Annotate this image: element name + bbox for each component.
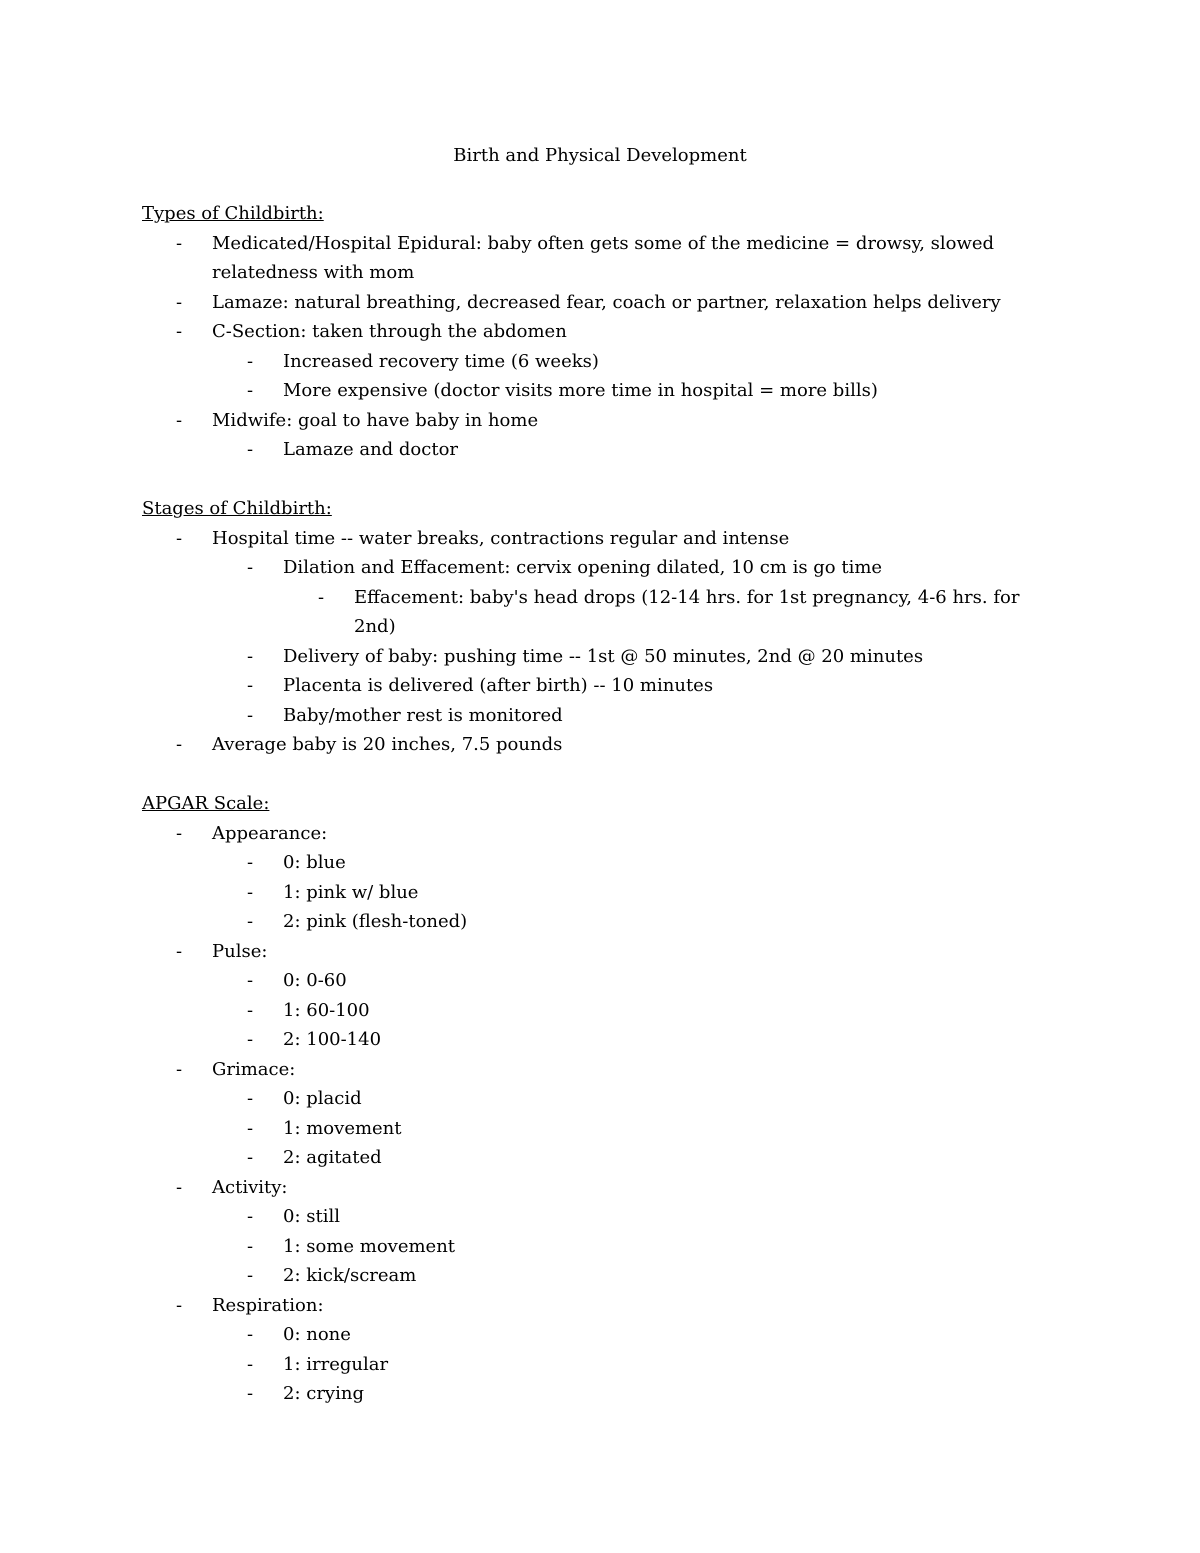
bullet-dash: - xyxy=(247,675,254,696)
list-item-text: Pulse: xyxy=(212,940,268,962)
bullet-dash: - xyxy=(247,1383,254,1404)
list-item-text: 2: 100-140 xyxy=(283,1029,382,1050)
list-item xyxy=(142,907,1042,937)
list-item xyxy=(142,376,1042,406)
list-item xyxy=(142,435,1042,465)
bullet-dash: - xyxy=(176,291,183,313)
list-item-text: Placenta is delivered (after birth) -- 10 minutes xyxy=(283,675,714,696)
list-item xyxy=(142,1114,1042,1144)
list-item xyxy=(142,1350,1042,1380)
bullet-dash: - xyxy=(247,1147,254,1168)
list-item xyxy=(142,1291,1042,1321)
bullet-dash: - xyxy=(247,970,254,991)
bullet-dash: - xyxy=(247,350,254,372)
bullet-dash: - xyxy=(176,527,183,549)
list-item-text: Activity: xyxy=(212,1176,288,1198)
list-item xyxy=(142,819,1042,849)
section-heading: APGAR Scale: xyxy=(142,793,270,814)
bullet-dash: - xyxy=(247,881,254,903)
list-item-text: Lamaze and doctor xyxy=(283,439,459,460)
list-item xyxy=(142,1143,1042,1173)
bullet-dash: - xyxy=(176,940,183,962)
list-item-text: 2: kick/scream xyxy=(283,1265,417,1286)
bullet-dash: - xyxy=(247,439,254,460)
bullet-dash: - xyxy=(247,1265,254,1286)
list-item xyxy=(142,288,1042,318)
bullet-dash: - xyxy=(247,645,254,667)
list-item xyxy=(142,642,1042,672)
list-item xyxy=(142,583,1042,642)
section-heading: Stages of Childbirth: xyxy=(142,498,332,519)
bullet-dash: - xyxy=(247,1235,254,1257)
list-item xyxy=(142,1055,1042,1085)
list-item-text: 0: still xyxy=(283,1206,340,1227)
section-heading: Types of Childbirth: xyxy=(142,203,324,224)
list-item xyxy=(142,1084,1042,1114)
list-item xyxy=(142,347,1042,377)
bullet-dash: - xyxy=(247,380,254,401)
list-item-text: Grimace: xyxy=(212,1058,296,1080)
list-item-text: 1: 60-100 xyxy=(283,999,370,1021)
bullet-dash: - xyxy=(247,1353,254,1375)
bullet-dash: - xyxy=(247,1117,254,1139)
section-apgar-scale xyxy=(142,789,1042,1409)
list-item xyxy=(142,1202,1042,1232)
section-stages-of-childbirth xyxy=(142,494,1042,760)
list-item xyxy=(142,1232,1042,1262)
list-item xyxy=(142,1025,1042,1055)
list-item-text: 1: movement xyxy=(283,1117,402,1139)
list-item-text: 2: agitated xyxy=(283,1147,382,1168)
list-item-text: 0: placid xyxy=(283,1088,362,1109)
list-item-text: 0: none xyxy=(283,1324,351,1345)
list-item-text: 2: crying xyxy=(283,1383,364,1404)
list-item-text: 1: some movement xyxy=(283,1235,456,1257)
bullet-dash: - xyxy=(176,1294,183,1316)
bullet-dash: - xyxy=(247,852,254,873)
bullet-dash: - xyxy=(176,1058,183,1080)
bullet-dash: - xyxy=(318,586,325,608)
list-item xyxy=(142,524,1042,554)
list-item xyxy=(142,1261,1042,1291)
list-item-text: Average baby is 20 inches, 7.5 pounds xyxy=(212,734,563,755)
list-item-text: 0: blue xyxy=(283,852,346,873)
list-item-text: Midwife: goal to have baby in home xyxy=(212,409,539,431)
list-item xyxy=(142,317,1042,347)
list-item-text: Dilation and Effacement: cervix opening dilated, 10 cm is go time xyxy=(283,557,883,578)
list-item-text: Respiration: xyxy=(212,1294,324,1316)
bullet-dash: - xyxy=(176,232,183,254)
list-item-text: 2: pink (flesh-toned) xyxy=(283,911,468,932)
list-item xyxy=(142,406,1042,436)
list-item-text: Medicated/Hospital Epidural: baby often gets some of the medicine = drowsy, slowed relatedness with mom xyxy=(212,232,995,283)
bullet-dash: - xyxy=(247,1029,254,1050)
list-item xyxy=(142,229,1042,288)
list-item xyxy=(142,966,1042,996)
list-item xyxy=(142,937,1042,967)
bullet-dash: - xyxy=(247,1324,254,1345)
list-item-text: C-Section: taken through the abdomen xyxy=(212,321,567,342)
list-item-text: Lamaze: natural breathing, decreased fear, coach or partner, relaxation helps delivery xyxy=(212,291,1001,313)
list-item-text: Hospital time -- water breaks, contractions regular and intense xyxy=(212,527,790,549)
bullet-dash: - xyxy=(176,409,183,431)
bullet-dash: - xyxy=(247,911,254,932)
list-item xyxy=(142,1173,1042,1203)
bullet-dash: - xyxy=(247,1088,254,1109)
list-item xyxy=(142,671,1042,701)
list-item-text: Increased recovery time (6 weeks) xyxy=(283,350,599,372)
page-title: Birth and Physical Development xyxy=(453,145,747,166)
list-item xyxy=(142,1379,1042,1409)
list-item xyxy=(142,701,1042,731)
list-item-text: 1: pink w/ blue xyxy=(283,881,419,903)
bullet-dash: - xyxy=(176,734,183,755)
list-item xyxy=(142,878,1042,908)
bullet-dash: - xyxy=(247,1206,254,1227)
list-item-text: Appearance: xyxy=(212,822,328,844)
list-item-text: Baby/mother rest is monitored xyxy=(283,704,563,726)
bullet-dash: - xyxy=(247,704,254,726)
list-item xyxy=(142,730,1042,760)
list-item-text: Delivery of baby: pushing time -- 1st @ 50 minutes, 2nd @ 20 minutes xyxy=(283,645,924,667)
list-item xyxy=(142,553,1042,583)
bullet-dash: - xyxy=(247,999,254,1021)
bullet-dash: - xyxy=(247,557,254,578)
list-item xyxy=(142,1320,1042,1350)
section-types-of-childbirth xyxy=(142,199,1042,465)
list-item-text: Effacement: baby's head drops (12-14 hrs. for 1st pregnancy, 4-6 hrs. for 2nd) xyxy=(354,586,1020,637)
list-item-text: More expensive (doctor visits more time in hospital = more bills) xyxy=(283,380,878,401)
bullet-dash: - xyxy=(176,1176,183,1198)
list-item-text: 0: 0-60 xyxy=(283,970,347,991)
list-item xyxy=(142,848,1042,878)
bullet-dash: - xyxy=(176,321,183,342)
list-item xyxy=(142,996,1042,1026)
list-item-text: 1: irregular xyxy=(283,1353,389,1375)
bullet-dash: - xyxy=(176,822,183,844)
